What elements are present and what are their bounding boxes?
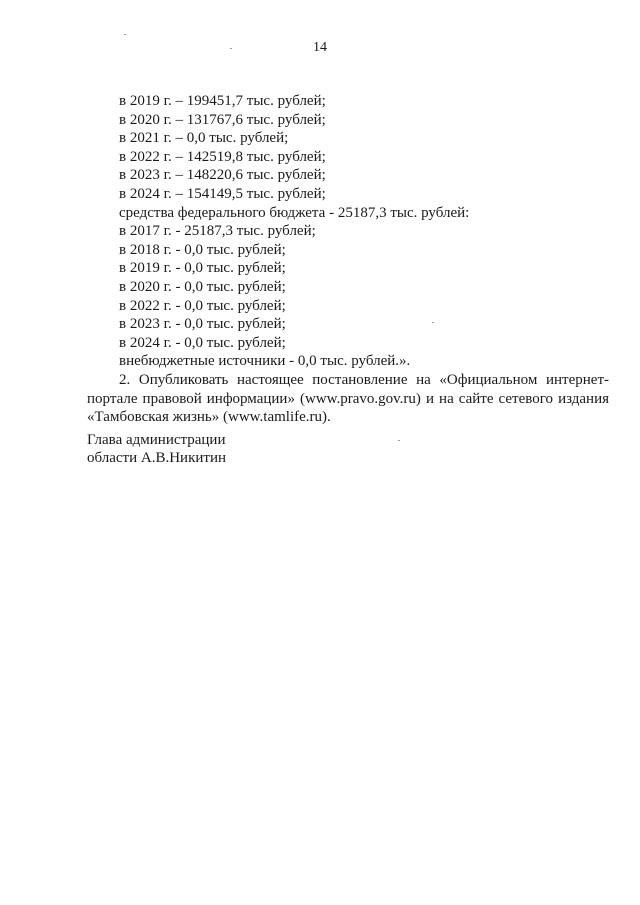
federal-year-line: в 2024 г. - 0,0 тыс. рублей; xyxy=(119,334,286,351)
federal-year-line: в 2023 г. - 0,0 тыс. рублей; xyxy=(119,316,286,333)
federal-budget-heading: средства федерального бюджета - 25187,3 тыс. рублей: xyxy=(119,204,470,221)
budget-year-line: в 2022 г. – 142519,8 тыс. рублей; xyxy=(119,148,326,165)
regional-budget-list xyxy=(87,92,609,204)
extra-budget-line: внебюджетные источники - 0,0 тыс. рублей.». xyxy=(119,353,411,370)
publication-paragraph: 2. Опубликовать настоящее постановление на «Официальном интернет-портале правовой информации» (www.pravo.gov.ru) и на сайте сетевого издания «Тамбовская жизнь» (www.tamlife.ru). xyxy=(87,371,609,426)
scan-speck xyxy=(398,440,400,441)
federal-year-line: в 2017 г. - 25187,3 тыс. рублей; xyxy=(119,223,316,240)
federal-budget-section xyxy=(87,204,609,353)
signature-name: области А.В.Никитин xyxy=(87,450,227,466)
budget-year-line: в 2023 г. – 148220,6 тыс. рублей; xyxy=(119,167,326,184)
signature-title: Глава администрации xyxy=(87,432,226,448)
scan-speck xyxy=(230,48,232,49)
document-body xyxy=(87,92,609,427)
scan-speck xyxy=(124,34,126,35)
budget-year-line: в 2020 г. – 131767,6 тыс. рублей; xyxy=(119,111,326,128)
signature-block xyxy=(87,431,226,467)
federal-year-line: в 2019 г. - 0,0 тыс. рублей; xyxy=(119,260,286,277)
page-number: 14 xyxy=(313,40,327,55)
federal-year-line: в 2020 г. - 0,0 тыс. рублей; xyxy=(119,278,286,295)
scan-speck xyxy=(432,322,434,323)
federal-year-line: в 2018 г. - 0,0 тыс. рублей; xyxy=(119,241,286,258)
budget-year-line: в 2019 г. – 199451,7 тыс. рублей; xyxy=(119,93,326,109)
budget-year-line: в 2021 г. – 0,0 тыс. рублей; xyxy=(119,130,289,147)
federal-year-line: в 2022 г. - 0,0 тыс. рублей; xyxy=(119,297,286,314)
budget-year-line: в 2024 г. – 154149,5 тыс. рублей; xyxy=(119,185,326,202)
